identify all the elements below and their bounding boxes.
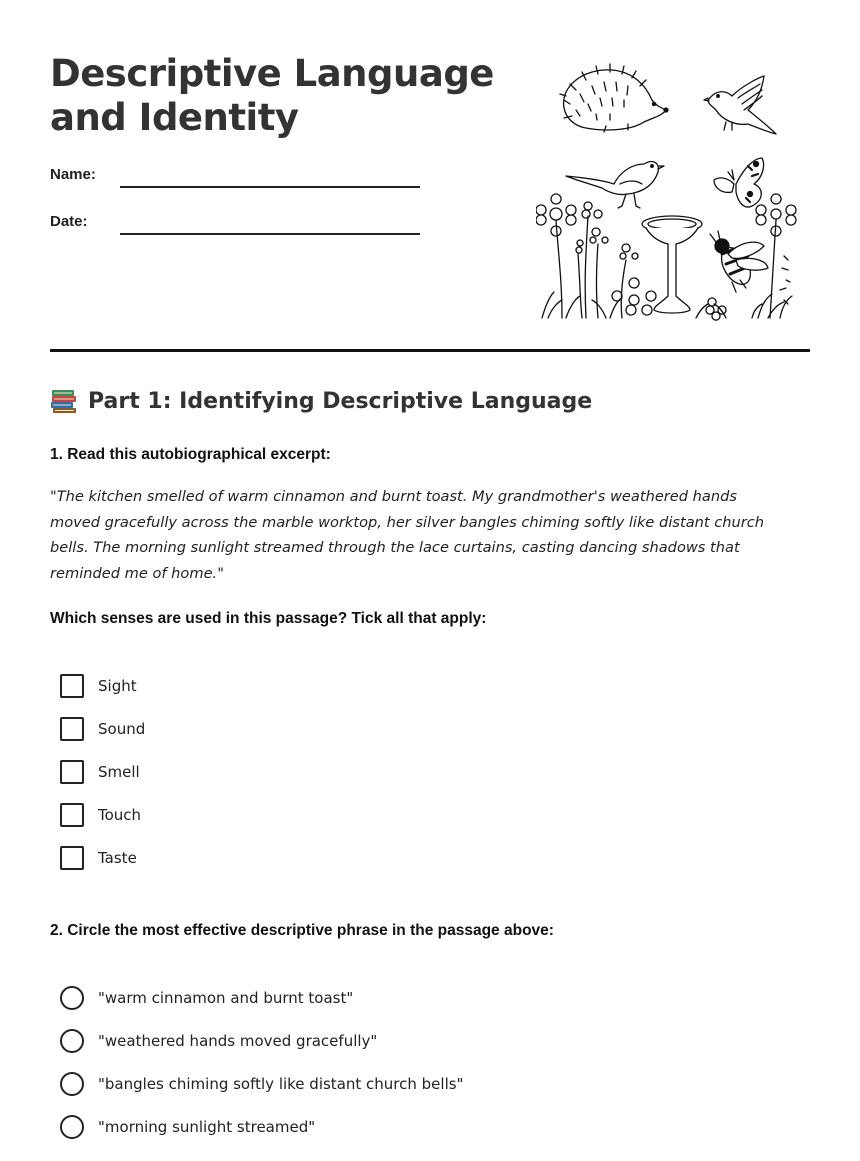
- checkbox[interactable]: [60, 803, 84, 827]
- radio-circle[interactable]: [60, 1115, 84, 1139]
- phrase-option-2[interactable]: [60, 1028, 377, 1054]
- butterfly-icon: [714, 158, 764, 207]
- hedgehog-icon: [560, 64, 668, 132]
- autobiographical-excerpt: "The kitchen smelled of warm cinnamon and burnt toast. My grandmother's weathered hands moved gracefully across the marble worktop, her silver bangles chiming softly like distant church bells. The morning sunlight streamed through the lace curtains, casting dancing shadows that reminded me of home.": [50, 488, 765, 583]
- sense-label: Sight: [98, 677, 137, 695]
- worksheet-title: Descriptive Language and Identity: [50, 52, 494, 139]
- checkbox[interactable]: [60, 760, 84, 784]
- garden-illustration: [536, 60, 798, 324]
- phrase-label: "warm cinnamon and burnt toast": [98, 989, 354, 1007]
- checkbox[interactable]: [60, 717, 84, 741]
- books-icon: [50, 388, 78, 414]
- sense-option-touch[interactable]: [60, 802, 141, 828]
- phrase-label: "bangles chiming softly like distant church bells": [98, 1075, 464, 1093]
- birdbath-icon: [642, 216, 702, 313]
- part1-heading-text: Part 1: Identifying Descriptive Language: [88, 388, 593, 414]
- wagtail-icon: [566, 162, 664, 208]
- checkbox[interactable]: [60, 846, 84, 870]
- phrase-label: "weathered hands moved gracefully": [98, 1032, 378, 1050]
- bee-icon: [710, 231, 768, 292]
- date-line[interactable]: [120, 233, 420, 235]
- senses-prompt: Which senses are used in this passage? Tick all that apply:: [50, 610, 487, 627]
- date-field[interactable]: [50, 213, 430, 243]
- date-label: Date:: [50, 213, 88, 230]
- robin-icon: [704, 76, 776, 134]
- phrase-option-4[interactable]: [60, 1114, 315, 1140]
- part1-heading: [50, 388, 592, 414]
- sense-option-sight[interactable]: [60, 673, 137, 699]
- question-1-prompt: 1. Read this autobiographical excerpt:: [50, 446, 331, 463]
- sense-label: Sound: [98, 720, 146, 738]
- radio-circle[interactable]: [60, 1029, 84, 1053]
- name-label: Name:: [50, 166, 96, 183]
- question-2-prompt: 2. Circle the most effective descriptive phrase in the passage above:: [50, 922, 554, 939]
- sense-label: Smell: [98, 763, 140, 781]
- phrase-option-3[interactable]: [60, 1071, 463, 1097]
- sense-label: Taste: [98, 849, 137, 867]
- sense-option-smell[interactable]: [60, 759, 140, 785]
- name-line[interactable]: [120, 186, 420, 188]
- sense-option-taste[interactable]: [60, 845, 137, 871]
- checkbox[interactable]: [60, 674, 84, 698]
- radio-circle[interactable]: [60, 1072, 84, 1096]
- radio-circle[interactable]: [60, 986, 84, 1010]
- phrase-label: "morning sunlight streamed": [98, 1118, 316, 1136]
- sense-label: Touch: [98, 806, 142, 824]
- phrase-option-1[interactable]: [60, 985, 353, 1011]
- section-divider: [50, 349, 810, 352]
- name-field[interactable]: [50, 166, 430, 196]
- sense-option-sound[interactable]: [60, 716, 145, 742]
